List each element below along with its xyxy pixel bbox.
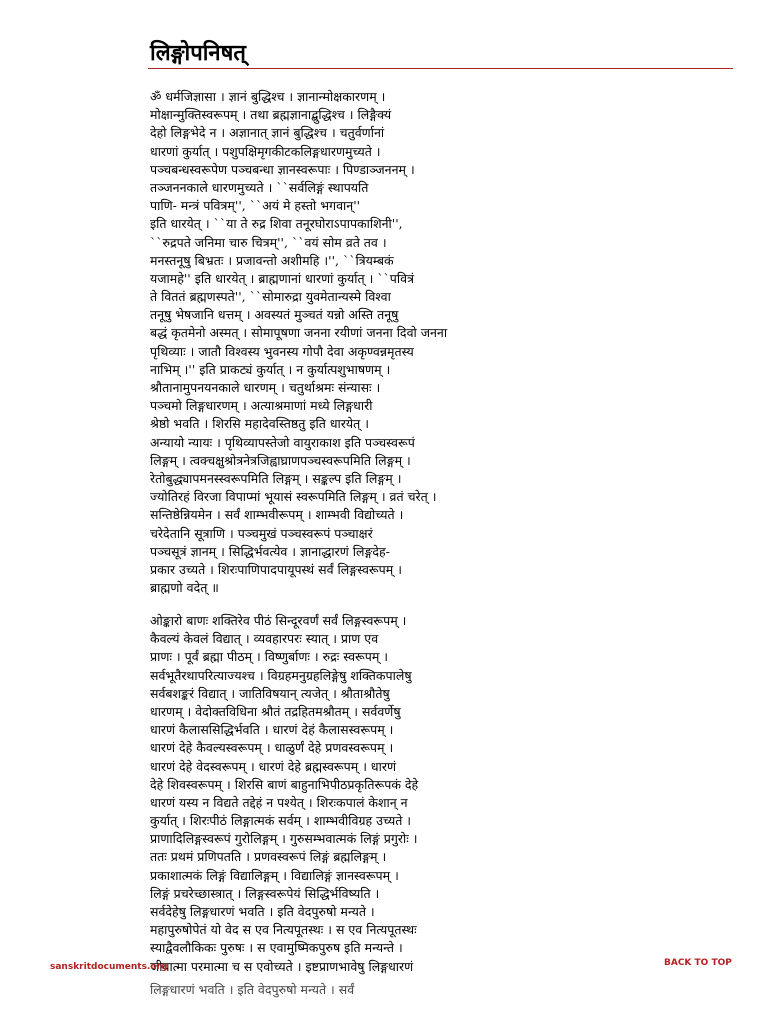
- text-line: प्राणादिलिङ्गस्वरूपं गुरोलिङ्गम् । गुरुसम्भवात्मकं लिङ्गं प्रगुरोः ।: [150, 831, 418, 847]
- text-line: मोक्षान्मुक्तिस्वरूपम् । तथा ब्रह्मज्ञानाद्बुद्धिश्च । लिङ्गैक्यं: [150, 107, 392, 123]
- text-line: मनस्तनूषु बिभ्रतः । प्रजावन्तो अशीमहि ।'', ``त्रियम्बकं: [150, 252, 394, 268]
- text-line: ज्योतिरहं विरजा विपाप्मां भूयासं स्वरूपमिति लिङ्गम् । व्रतं चरेत् ।: [150, 489, 437, 505]
- title-divider: [148, 68, 733, 69]
- text-line: देहो लिङ्गभेदे न । अज्ञानात् ज्ञानं बुद्धिश्च । चतुर्वर्णानां: [150, 125, 385, 141]
- text-line: ``रुद्रपते जनिमा चारु चित्रम्'', ``वयं सोम व्रते तव ।: [150, 234, 387, 250]
- paragraph-1: [150, 88, 530, 597]
- text-line: धारणम् । वेदोक्तविधिना श्रौतं तद्रहितमश्रौतम् । सर्ववर्णेषु: [150, 703, 401, 719]
- text-line: धारणं कैलाससिद्धिर्भवति । धारणं देहं कैलासस्वरूपम् ।: [150, 722, 394, 738]
- text-line: प्रकाशात्मकं लिङ्गं विद्यालिङ्गम् । विद्यालिङ्गं ज्ञानस्वरूपम् ।: [150, 867, 399, 883]
- text-line: ओङ्कारो बाणः शक्तिरेव पीठं सिन्दूरवर्णं सर्वं लिङ्गस्वरूपम् ।: [150, 613, 407, 628]
- text-line: तञ्जननकाले धारणमुच्यते । ``सर्वलिङ्गं स्थापयति: [150, 179, 369, 195]
- text-line: प्रकार उच्यते । शिरःपाणिपादपायूपस्थं सर्वं लिङ्गस्वरूपम् ।: [150, 561, 402, 577]
- text-line: बद्धं कृतमेनो अस्मत् । सोमापूषणा जनना रयीणां जनना दिवो जनना: [150, 325, 448, 341]
- text-line: धारणं देहे कैवल्यस्वरूपम् । धाळुर्णं देहे प्रणवस्वरूपम् ।: [150, 740, 394, 756]
- text-line: लिङ्गम् । त्वक्चक्षुश्रोत्रनेत्रजिह्वाघ्राणपञ्चस्वरूपमिति लिङ्गम् ।: [150, 452, 411, 468]
- text-line: ततः प्रथमं प्रणिपतति । प्रणवस्वरूपं लिङ्गं ब्रह्मलिङ्गम् ।: [150, 849, 387, 865]
- text-line: महापुरुषोपेतं यो वेद स एव नित्यपूतस्थः । स एव नित्यपूतस्थः: [150, 922, 417, 938]
- text-line: सर्वबशङ्करं विद्यात् । जातिविषयान् त्यजेत् । श्रौताश्रौतेषु: [150, 685, 390, 701]
- text-line: सर्वदेहेषु लिङ्गधारणं भवति । इति वेदपुरुषो मन्यते ।: [150, 904, 375, 919]
- text-line: कुर्यात् । शिरःपीठं लिङ्गात्मकं सर्वम् । शाम्भवीविग्रह उच्यते ।: [150, 813, 412, 829]
- text-line: सन्तिष्ठेन्नियमेन । सर्वं शाम्भवीरूपम् । शाम्भवी विद्योच्यते ।: [150, 507, 404, 523]
- text-line: पाणि- मन्त्रं पवित्रम्'', ``अयं मे हस्तो भगवान्'': [150, 198, 361, 214]
- text-line: चरेदेतानि सूत्राणि । पञ्चमुखं पञ्चस्वरूपं पञ्चाक्षरं: [150, 525, 373, 541]
- text-line: देहे शिवस्वरूपम् । शिरसि बाणं बाहुनाभिपीठप्रकृतिरूपकं देहे: [150, 776, 419, 792]
- text-line: रेतोबुद्ध्यापमनस्स्वरूपमिति लिङ्गम् । सङ्कल्प इति लिङ्गम् ।: [150, 470, 402, 486]
- page-title: लिङ्गोपनिषत्: [150, 41, 246, 66]
- text-line: धारणं देहे वेदस्वरूपम् । धारणं देहे ब्रह्मस्वरूपम् । धारणं: [150, 758, 396, 774]
- text-line: श्रौतानामुपनयनकाले धारणम् । चतुर्थाश्रमः संन्यासः ।: [150, 380, 381, 395]
- text-line: तनूषु भेषजानि धत्तम् । अवस्यतं मुञ्चतं यन्नो अस्ति तनूषु: [150, 307, 399, 323]
- text-line: लिङ्गं प्रचरेच्छास्त्रात् । लिङ्गस्वरूपेयं सिद्धिर्भविष्यति ।: [150, 885, 380, 901]
- text-line: ब्राह्मणो वदेत् ॥: [150, 580, 219, 596]
- text-line: कैवल्यं केवलं विद्यात् । व्यवहारपरः स्यात् । प्राण एव: [150, 631, 379, 647]
- text-line: सर्वभूतैरथापरित्याज्यश्च । विग्रहमनुग्रहलिङ्गेषु शक्तिकपालेषु: [150, 667, 412, 683]
- text-line: ॐ धर्मजिज्ञासा । ज्ञानं बुद्धिश्च । ज्ञानान्मोक्षकारणम् ।: [150, 89, 386, 104]
- text-line: ते विततं ब्रह्मणस्पते'', ``सोमारुद्रा युवमेतान्यस्मे विश्वा: [150, 289, 391, 305]
- site-link[interactable]: sanskritdocuments.org: [50, 962, 168, 972]
- text-line: धारणां कुर्यात् । पशुपक्षिमृगकीटकलिङ्गधारणमुच्यते ।: [150, 143, 381, 159]
- paragraph-2: [150, 612, 530, 976]
- text-line: पञ्चसूत्रं ज्ञानम् । सिद्धिर्भवत्येव । ज्ञानाद्धारणं लिङ्गदेह-: [150, 543, 390, 559]
- text-line: नाभिम् ।'' इति प्राकट्यं कुर्यात् । न कुर्यात्पशुभाषणम् ।: [150, 361, 391, 377]
- text-line: इति धारयेत् । ``या ते रुद्र शिवा तनूरघोराऽपापकाशिनी'',: [150, 216, 403, 232]
- partial-line: लिङ्गधारणं भवति । इति वेदपुरुषो मन्यते । सर्वं: [150, 982, 355, 997]
- text-line: पञ्चमो लिङ्गधारणम् । अत्याश्रमाणां मध्ये लिङ्गधारी: [150, 398, 373, 414]
- text-line: धारणं यस्य न विद्यते तद्देहं न पश्येत् । शिरःकपालं केशान् न: [150, 794, 408, 810]
- back-to-top-link[interactable]: BACK TO TOP: [664, 958, 732, 968]
- text-line: प्राणः । पूर्वं ब्रह्मा पीठम् । विष्णुर्बाणः । रुद्रः स्वरूपम् ।: [150, 649, 389, 665]
- text-line: यजामहे'' इति धारयेत् । ब्राह्मणानां धारणां कुर्यात् । ``पवित्रं: [150, 270, 414, 286]
- text-line: श्रेष्ठो भवति । शिरसि महादेवस्तिष्ठतु इति धारयेत् ।: [150, 416, 369, 432]
- text-line: पञ्चबन्धस्वरूपेण पञ्चबन्धा ज्ञानस्वरूपाः । पिण्डाञ्जननम् ।: [150, 161, 415, 177]
- text-line: जीवात्मा परमात्मा च स एवोच्यते । इष्टप्राणभावेषु लिङ्गधारणं: [150, 958, 414, 974]
- text-line: अन्यायो न्यायः । पृथिव्यापस्तेजो वायुराकाश इति पञ्चस्वरूपं: [150, 434, 415, 450]
- text-line: स्याद्वैवलौकिकः पुरुषः । स एवामुष्मिकपुरुष इति मन्यन्ते ।: [150, 940, 403, 956]
- text-line: पृथिव्याः । जातौ विश्वस्य भुवनस्य गोपौ देवा अकृण्वन्नमृतस्य: [150, 343, 414, 359]
